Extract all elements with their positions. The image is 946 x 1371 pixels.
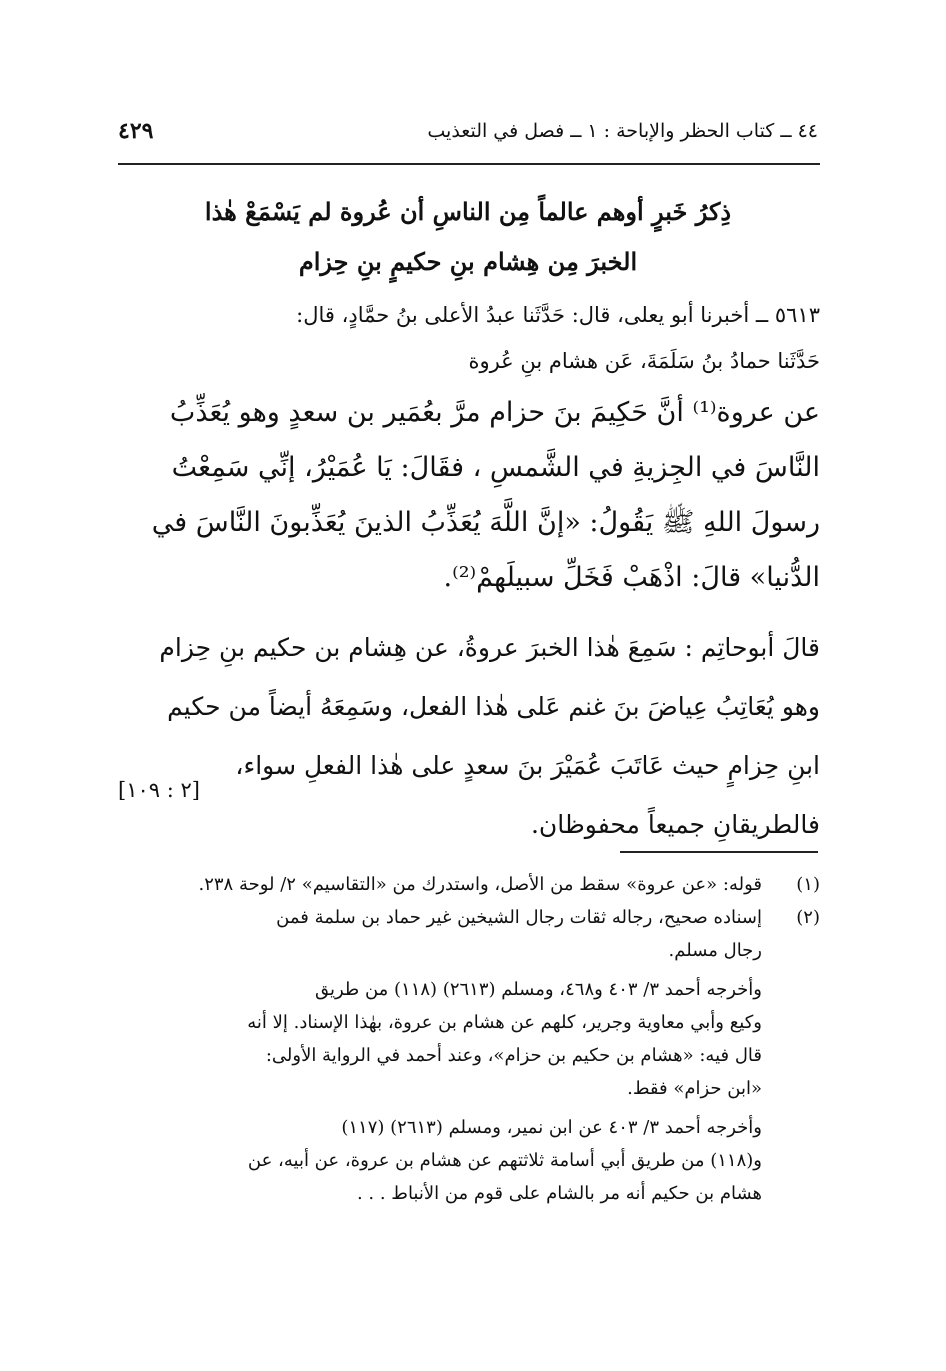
footnote-line: «ابن حزام» فقط.	[627, 1078, 762, 1099]
footnote	[118, 901, 820, 967]
page-number: ٤٢٩	[118, 118, 154, 144]
matn-line: النَّاسَ في الجِزيةِ في الشَّمسِ ، فقَالَ: يَا عُمَيْرُ، إنِّي سَمِعْتُ	[171, 452, 820, 483]
matn-line: الدُّنيا» قالَ: اذْهَبْ فَخَلِّ سبيلَهمْ⁽²⁾.	[443, 562, 820, 593]
footnote-line: و(١١٨) من طريق أبي أسامة ثلاثتهم عن هشام بن عروة، عن أبيه، عن	[247, 1150, 762, 1171]
footnote-rule	[620, 851, 818, 853]
footnote-line: وأخرجه أحمد ٣/ ٤٠٣ عن ابن نمير، ومسلم (٢٦١٣) (١١٧)	[341, 1117, 762, 1138]
hadith-matn	[118, 385, 820, 605]
isnad-line: ٥٦١٣ ــ أخبرنا أبو يعلى، قال: حَدَّثَنا عبدُ الأعلى بنُ حمَّادٍ، قال:	[296, 303, 820, 327]
header-title: ٤٤ ــ كتاب الحظر والإباحة : ١ ــ فصل في التعذيب	[427, 120, 818, 142]
chapter-heading-line: الخبرَ مِن هِشام بنِ حكيمٍ بنِ حِزام	[298, 247, 638, 276]
isnad-line: حَدَّثَنا حمادُ بنُ سَلَمَةَ، عَن هشام بنِ عُروة	[468, 349, 820, 373]
footnote-line: وكيع وأبي معاوية وجرير، كلهم عن هشام بن عروة، بهٰذا الإسناد. إلا أنه	[247, 1012, 762, 1033]
running-header	[118, 118, 818, 158]
footnote	[118, 868, 820, 901]
header-rule	[118, 163, 820, 165]
chapter-heading-line: ذِكرُ خَبرٍ أوهم عالماً مِن الناسِ أن عُروة لم يَسْمَعْ هٰذا	[204, 197, 732, 226]
footnote-number: (٢)	[796, 907, 820, 928]
footnote-line: وأخرجه أحمد ٣/ ٤٠٣ و٤٦٨، ومسلم (٢٦١٣) (١١٨) من طريق	[314, 979, 762, 1000]
comment-line: وهو يُعَاتِبُ عِياضَ بنَ غنم عَلى هٰذا الفعل، وسَمِعَهُ أيضاً من حكيم	[167, 692, 820, 721]
footnote-paragraph	[118, 973, 820, 1105]
footnote-line: هشام بن حكيم أنه مر بالشام على قوم من الأنباط . . .	[356, 1183, 762, 1204]
footnote-paragraph	[118, 1111, 820, 1210]
author-comment	[118, 618, 820, 854]
matn-line: عن عروة⁽¹⁾ أنَّ حَكِيمَ بنَ حزام مرَّ بعُمَير بن سعدٍ وهو يُعَذِّبُ	[169, 397, 820, 428]
hadith-isnad	[118, 292, 820, 384]
matn-line: رسولَ اللهِ ﷺ يَقُولُ: «إنَّ اللَّهَ يُعَذِّبُ الذينَ يُعَذِّبونَ النَّاسَ في	[151, 507, 820, 538]
footnote-number: (١)	[796, 874, 820, 895]
footnote-line: رجال مسلم.	[668, 940, 762, 961]
comment-line: قالَ أبوحاتِم : سَمِعَ هٰذا الخبرَ عروةُ، عن هِشام بن حكيم بنِ حِزام	[159, 633, 820, 662]
footnote-line: إسناده صحيح، رجاله ثقات رجال الشيخين غير حماد بن سلمة فمن	[276, 907, 762, 928]
comment-line: فالطريقانِ جميعاً محفوظان.	[530, 810, 820, 839]
footnote-line: قال فيه: «هشام بن حكيم بن حزام»، وعند أحمد في الرواية الأولى:	[265, 1045, 762, 1066]
footnotes	[118, 868, 820, 1210]
footnote-line: قوله: «عن عروة» سقط من الأصل، واستدرك من «التقاسيم» ٢/ لوحة ٢٣٨.	[198, 874, 762, 895]
chapter-heading	[118, 187, 818, 287]
comment-line: ابنِ حِزامٍ حيث عَاتَبَ عُمَيْرَ بنَ سعدٍ على هٰذا الفعلِ سواء،	[235, 751, 820, 780]
cross-reference: [٢ : ١٠٩]	[118, 778, 200, 802]
